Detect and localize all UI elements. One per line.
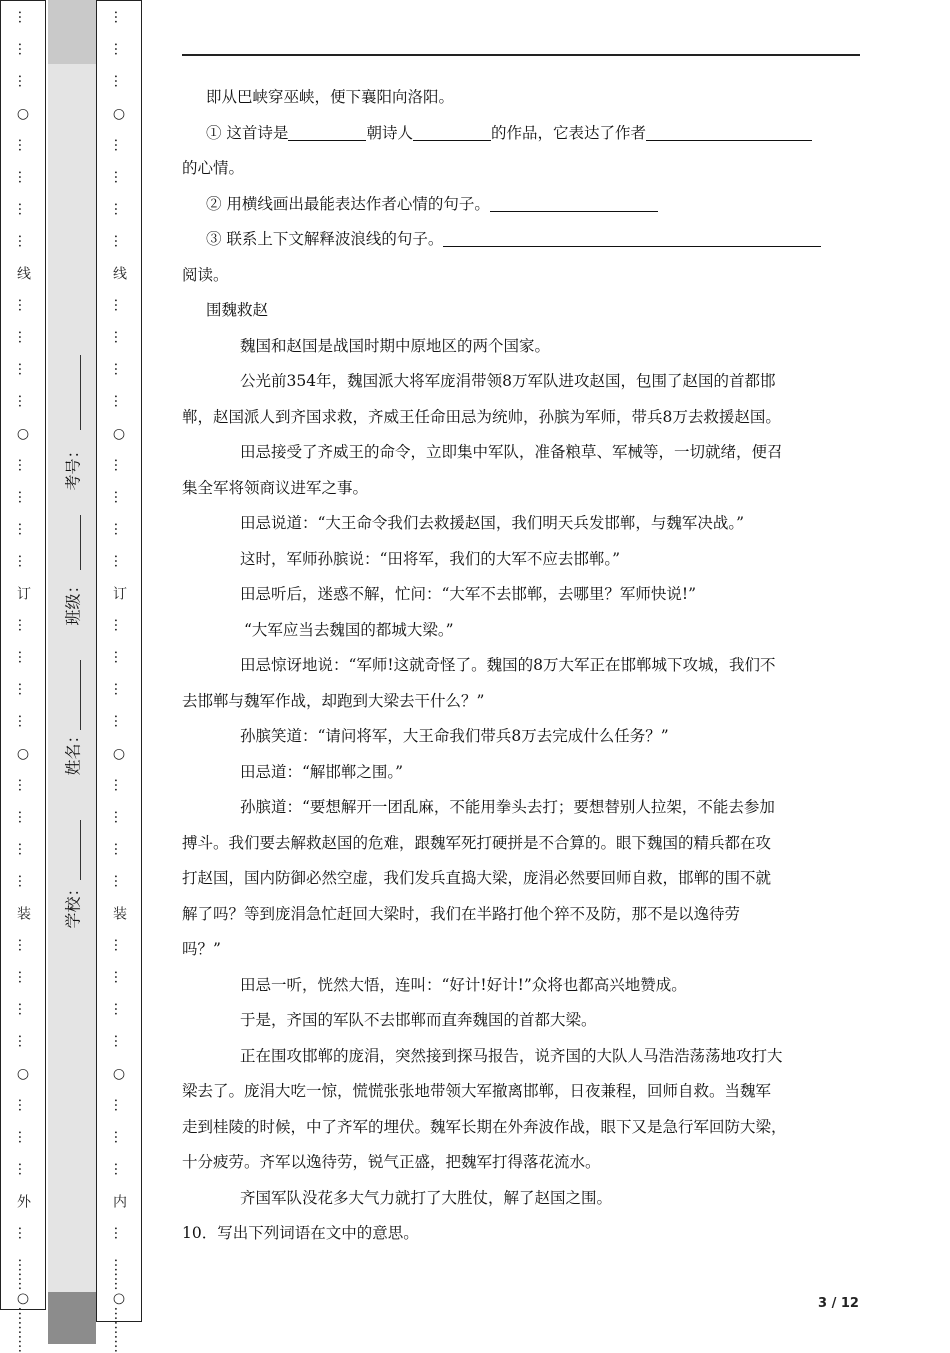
dots-mark: … xyxy=(111,554,127,568)
dots-mark: … xyxy=(15,1098,31,1112)
dots-mark: … xyxy=(15,234,31,248)
ring-mark: ○ xyxy=(111,1066,127,1082)
article-line: 田忌道：“解邯郸之围。” xyxy=(240,762,404,781)
bind-mark: 订 xyxy=(111,586,127,600)
dots-mark: … xyxy=(15,42,31,56)
dots-mark: … xyxy=(15,362,31,376)
gray-band-top xyxy=(48,0,96,64)
dots-mark: … xyxy=(15,458,31,472)
dots-mark: … xyxy=(111,458,127,472)
gray-band-bottom xyxy=(48,1292,96,1344)
dots-mark: … xyxy=(15,1162,31,1176)
page-content xyxy=(182,80,860,1252)
dots-mark: … xyxy=(15,1034,31,1048)
dots-mark: … xyxy=(111,42,127,56)
article-line: 去邯郸与魏军作战，却跑到大梁去干什么？” xyxy=(182,691,485,710)
student-info-panel xyxy=(48,64,96,1292)
dots-mark: … xyxy=(111,810,127,824)
dots-mark: … xyxy=(15,970,31,984)
dots-mark: … xyxy=(111,298,127,312)
dots-mark: … xyxy=(111,1034,127,1048)
dots-mark: … xyxy=(15,298,31,312)
question-2 xyxy=(182,187,860,223)
dots-mark: … xyxy=(15,74,31,88)
page-number: 3 / 12 xyxy=(818,1296,859,1311)
article-line: 走到桂陵的时候，中了齐军的埋伏。魏军长期在外奔波作战，眼下又是急行军回防大梁， xyxy=(182,1117,787,1136)
dots-mark: … xyxy=(111,202,127,216)
dots-mark: … xyxy=(15,1226,31,1240)
dots-mark: … xyxy=(15,778,31,792)
article-line: 魏国和赵国是战国时期中原地区的两个国家。 xyxy=(240,336,551,355)
reading-label: 阅读。 xyxy=(182,265,229,284)
inner-label: 内 xyxy=(111,1194,127,1208)
q3-blank[interactable] xyxy=(443,228,821,247)
bind-mark: 订 xyxy=(15,586,31,600)
article-line: 正在围攻邯郸的庞涓，突然接到探马报告，说齐国的大队人马浩浩荡荡地攻打大 xyxy=(240,1046,783,1065)
q1-mid2: 的作品，它表达了作者 xyxy=(490,123,646,142)
dots-mark: … xyxy=(111,1226,127,1240)
dots-mark: … xyxy=(15,202,31,216)
class-field-label: 班级： xyxy=(63,577,83,626)
ring-mark: ○ xyxy=(111,746,127,762)
dots-mark: … xyxy=(15,1002,31,1016)
q1-blank-dynasty[interactable] xyxy=(288,122,366,141)
field-line-id xyxy=(80,355,81,430)
q2-text: ② 用横线画出最能表达作者心情的句子。 xyxy=(206,194,490,213)
article-line: 集全军将领商议进军之事。 xyxy=(182,478,369,497)
dots-mark: … xyxy=(15,618,31,632)
dots-mark: … xyxy=(111,1130,127,1144)
dots-mark: … xyxy=(111,778,127,792)
article-line: 田忌接受了齐威王的命令，立即集中军队，准备粮草、军械等，一切就绪，便召 xyxy=(240,443,783,461)
q1-blank-poet[interactable] xyxy=(413,122,491,141)
field-line-class xyxy=(80,515,81,570)
article-line: 十分疲劳。齐军以逸待劳，锐气正盛，把魏军打得落花流水。 xyxy=(182,1153,601,1171)
dots-mark: … xyxy=(111,1002,127,1016)
question-1-tail: 的心情。 xyxy=(182,159,245,177)
poem-last-line: 即从巴峡穿巫峡，便下襄阳向洛阳。 xyxy=(206,88,455,106)
dots-mark: … xyxy=(111,970,127,984)
dots-mark: … xyxy=(111,522,127,536)
article-body xyxy=(182,329,860,1217)
staple-mark: 装 xyxy=(111,906,127,920)
article-line: 吗？” xyxy=(182,940,221,958)
article-line: 这时，军师孙膑说：“田将军，我们的大军不应去邯郸。” xyxy=(240,549,621,568)
line-mark: 线 xyxy=(111,266,127,280)
q1-blank-feeling[interactable] xyxy=(646,122,812,141)
dots-mark: … xyxy=(111,650,127,664)
dots-mark: … xyxy=(15,330,31,344)
ring-mark: ○ xyxy=(15,746,31,762)
dots-mark: … xyxy=(15,394,31,408)
article-line: 郸，赵国派人到齐国求救，齐威王任命田忌为统帅，孙膑为军师，带兵8万去救援赵国。 xyxy=(182,407,781,426)
article-line: 田忌惊讶地说：“军师!这就奇怪了。魏国的8万大军正在邯郸城下攻城，我们不 xyxy=(240,656,776,674)
dots-mark: … xyxy=(111,490,127,504)
q1-mid1: 朝诗人 xyxy=(366,123,413,142)
q2-blank[interactable] xyxy=(490,193,658,212)
id-field-label: 考号： xyxy=(63,442,83,491)
dots-mark: … xyxy=(15,810,31,824)
question-10: 10．写出下列词语在文中的意思。 xyxy=(182,1224,419,1242)
article-line: 孙膑笑道：“请问将军，大王命我们带兵8万去完成什么任务？” xyxy=(240,727,669,745)
dots-mark: … xyxy=(111,394,127,408)
article-line: 搏斗。我们要去解救赵国的危难，跟魏军死打硬拼是不合算的。眼下魏国的精兵都在攻 xyxy=(182,833,772,852)
outer-label: 外 xyxy=(15,1194,31,1208)
header-rule xyxy=(182,54,860,56)
article-line: 解了吗？等到庞涓急忙赶回大梁时，我们在半路打他个猝不及防，那不是以逸待劳 xyxy=(182,904,741,923)
ring-mark: ○ xyxy=(111,106,127,122)
article-line: 孙膑道：“要想解开一团乱麻，不能用拳头去打；要想替别人拉架，不能去参加 xyxy=(240,798,775,816)
article-line: 公光前354年，魏国派大将军庞涓带领8万军队进攻赵国，包围了赵国的首都邯 xyxy=(240,372,776,390)
dots-mark: … xyxy=(111,1098,127,1112)
dots-mark: … xyxy=(15,874,31,888)
article-line: 梁去了。庞涓大吃一惊，慌慌张张地带领大军撤离邯郸，日夜兼程，回师自救。当魏军 xyxy=(182,1082,772,1100)
question-1 xyxy=(182,116,860,152)
article-line: 打赵国，国内防御必然空虚，我们发兵直捣大梁，庞涓必然要回师自救，邯郸的围不就 xyxy=(182,869,772,887)
article-line: 于是，齐国的军队不去邯郸而直奔魏国的首都大梁。 xyxy=(240,1011,597,1029)
dots-mark: … xyxy=(111,618,127,632)
field-line-school xyxy=(80,820,81,880)
dots-mark: … xyxy=(15,842,31,856)
article-line: 田忌一听，恍然大悟，连叫：“好计!好计!”众将也都高兴地赞成。 xyxy=(240,975,687,994)
dots-mark: … xyxy=(111,234,127,248)
staple-mark: 装 xyxy=(15,906,31,920)
dots-mark: … xyxy=(111,138,127,152)
school-field-label: 学校： xyxy=(63,880,83,929)
dots-mark: … xyxy=(15,938,31,952)
name-field-label: 姓名： xyxy=(63,727,83,776)
dots-mark: … xyxy=(111,362,127,376)
dots-mark: … xyxy=(111,1162,127,1176)
article-title: 围魏救赵 xyxy=(206,301,269,319)
article-line: 田忌听后，迷惑不解，忙问：“大军不去邯郸，去哪里？军师快说!” xyxy=(240,585,697,603)
article-line: 齐国军队没花多大气力就打了大胜仗，解了赵国之围。 xyxy=(240,1188,613,1207)
dots-mark: … xyxy=(15,714,31,728)
q3-text: ③ 联系上下文解释波浪线的句子。 xyxy=(206,230,444,248)
dots-mark: … xyxy=(111,682,127,696)
dots-mark: … xyxy=(15,682,31,696)
dots-mark: … xyxy=(15,1130,31,1144)
field-line-name xyxy=(80,660,81,730)
dots-mark: … xyxy=(15,138,31,152)
bottom-ring-mark: …….○………. xyxy=(15,1258,31,1353)
dots-mark: … xyxy=(15,490,31,504)
dots-mark: … xyxy=(15,650,31,664)
dots-mark: … xyxy=(111,714,127,728)
ring-mark: ○ xyxy=(111,426,127,442)
ring-mark: ○ xyxy=(15,106,31,122)
article-line: “大军应当去魏国的都城大梁。” xyxy=(244,620,454,639)
dots-mark: … xyxy=(111,938,127,952)
article-line: 田忌说道：“大王命令我们去救援赵国，我们明天兵发邯郸，与魏军决战。” xyxy=(240,514,745,532)
ring-mark: ○ xyxy=(15,426,31,442)
dots-mark: … xyxy=(15,170,31,184)
line-mark: 线 xyxy=(15,266,31,280)
dots-mark: … xyxy=(111,330,127,344)
dots-mark: … xyxy=(111,74,127,88)
dots-mark: … xyxy=(15,10,31,24)
dots-mark: … xyxy=(111,170,127,184)
dots-mark: … xyxy=(111,10,127,24)
ring-mark: ○ xyxy=(15,1066,31,1082)
question-3 xyxy=(182,222,860,258)
dots-mark: … xyxy=(15,522,31,536)
dots-mark: … xyxy=(111,874,127,888)
q1-prefix: ① 这首诗是 xyxy=(206,123,289,142)
dots-mark: … xyxy=(15,554,31,568)
dots-mark: … xyxy=(111,842,127,856)
bottom-ring-mark: …….○………. xyxy=(111,1258,127,1353)
